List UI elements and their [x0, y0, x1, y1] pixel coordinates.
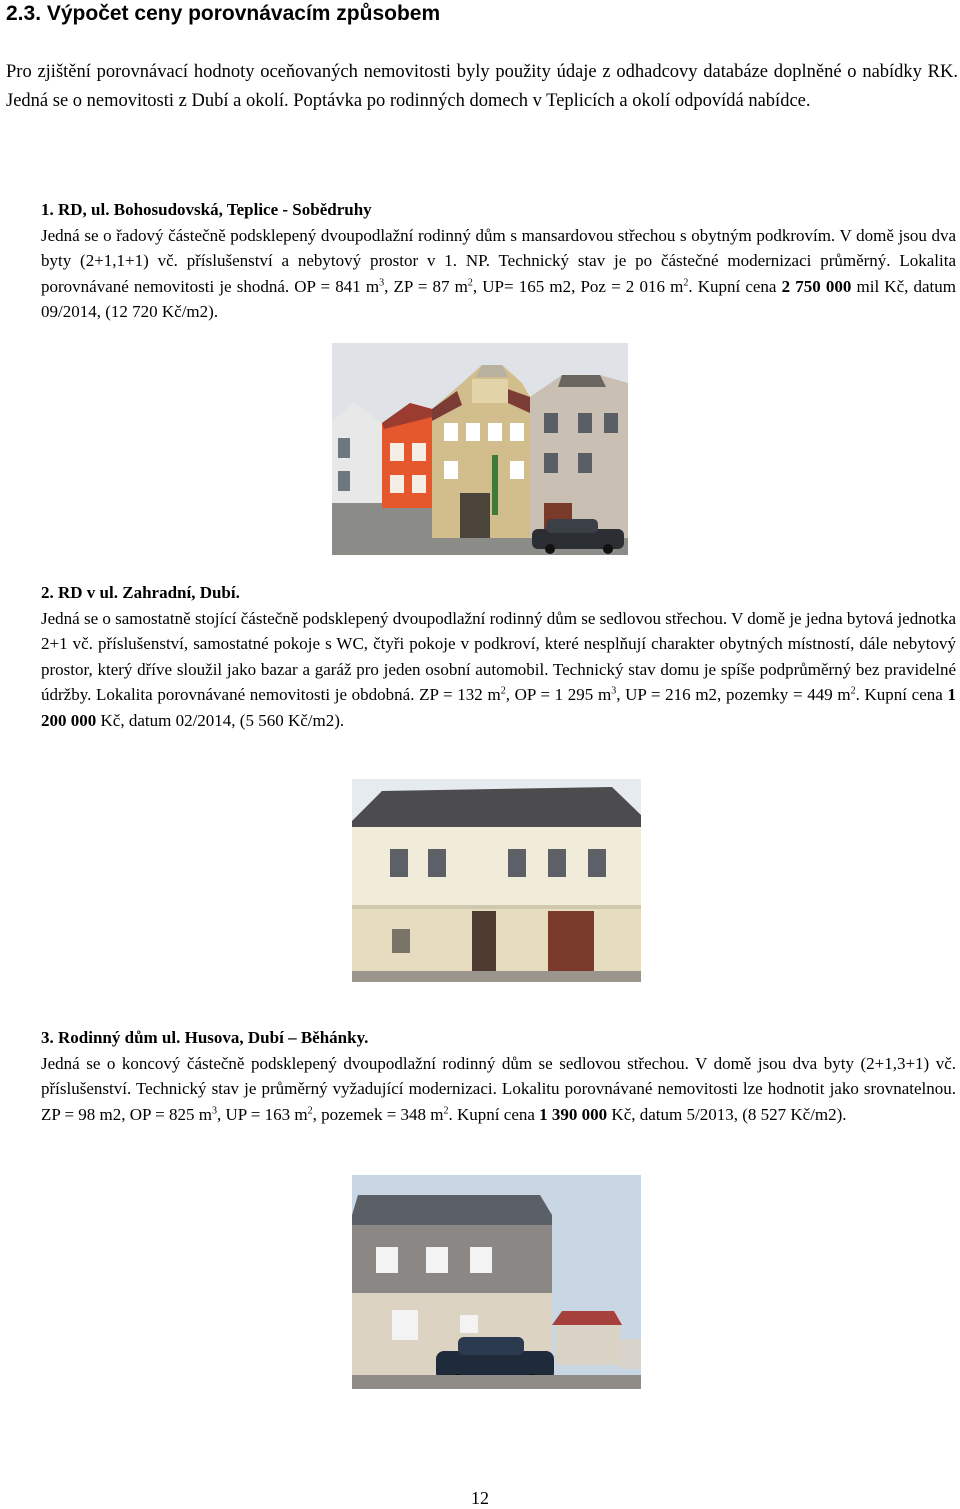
property-1-text: , UP= 165 m2, Poz = 2 016 m — [472, 276, 684, 296]
property-2-sup: 2 — [850, 685, 856, 697]
property-1-text: mil Kč, datum 09/2014, (12 720 Kč/m2). — [41, 276, 957, 321]
property-3-sup: 3 — [211, 1104, 217, 1116]
property-1-text: . Kupní cena — [688, 276, 782, 296]
property-1-title: 1. RD, ul. Bohosudovská, Teplice - Sobědruhy — [41, 200, 372, 219]
property-2-text: Kč, datum 02/2014, (5 560 Kč/m2). — [96, 710, 345, 730]
section-heading: 2.3. Výpočet ceny porovnávacím způsobem — [6, 2, 441, 25]
intro-paragraph: Pro zjištění porovnávací hodnoty oceňovaných nemovitosti byly použity údaje z odhadcovy databáze doplněné o nabídky RK. Jedná se o nemovitosti z Dubí a okolí. Poptávka po rodinných domech v Teplicích a okolí odpovídá nabídce. — [6, 62, 958, 111]
property-2-price: 1 200 000 — [41, 685, 956, 730]
property-2-title: 2. RD v ul. Zahradní, Dubí. — [41, 583, 240, 602]
property-1-text: , ZP = 87 m — [384, 276, 468, 296]
property-1-description — [41, 197, 956, 325]
page-number: 12 — [471, 1488, 489, 1508]
property-3-text: Jedná se o koncový částečně podsklepený dvoupodlažní rodinný dům se sedlovou střechou. V domě jsou dva byty (2+1,3+1) vč. příslušenství. Technický stav je průměrný vyžadující modernizaci. Lokalitu porovnávané nemovitosti lze hodnotit jako srovnatelnou. ZP = 98 m2, OP = 825 m — [41, 1053, 956, 1124]
property-3-sup: 2 — [443, 1104, 449, 1116]
property-2-sup: 3 — [611, 685, 617, 697]
property-3-title: 3. Rodinný dům ul. Husova, Dubí – Běhánky. — [41, 1028, 369, 1047]
property-2-sup: 2 — [500, 685, 506, 697]
property-2-description — [41, 580, 956, 733]
property-1-sup: 2 — [683, 276, 689, 288]
property-3-price: 1 390 000 — [539, 1104, 608, 1124]
property-3-text: Kč, datum 5/2013, (8 527 Kč/m2). — [607, 1104, 847, 1124]
property-1-price: 2 750 000 — [781, 276, 852, 296]
property-3-text: , pozemek = 348 m — [312, 1104, 444, 1124]
property-1-sup: 3 — [379, 276, 385, 288]
property-3-text: , UP = 163 m — [216, 1104, 308, 1124]
property-3-description — [41, 1025, 956, 1127]
property-3-photo — [352, 1175, 641, 1389]
property-2-text: Jedná se o samostatně stojící částečně podsklepený dvoupodlažní rodinný dům se sedlovou střechou. V domě je jedna bytová jednotka 2+1 vč. příslušenství, samostatné pokoje s WC, čtyři pokoje v podkroví, které nesplňují charakter obytných místností, dále nebytový prostor, který dříve sloužil jako bazar a garáž pro jeden osobní automobil. Technický stav domu je spíše podprůměrný bez pravidelné údržby. Lokalita porovnávané nemovitosti je obdobná. ZP = 132 m — [41, 608, 956, 704]
property-3-sup: 2 — [307, 1104, 313, 1116]
property-1-sup: 2 — [467, 276, 473, 288]
property-2-text: , OP = 1 295 m — [505, 685, 612, 704]
property-2-photo — [352, 779, 641, 982]
property-3-text: . Kupní cena — [448, 1104, 540, 1124]
property-1-photo — [332, 343, 628, 555]
property-1-text: Jedná se o řadový částečně podsklepený dvoupodlažní rodinný dům s mansardovou střechou s obytným podkrovím. V domě jsou dva byty (2+1,1+1) vč. příslušenství a nebytový prostor v 1. NP. Technický stav je po částečné modernizaci průměrný. Lokalita porovnávané nemovitosti je shodná. OP = 841 m — [41, 225, 956, 296]
property-2-text: . Kupní cena — [855, 685, 948, 704]
property-2-text: , UP = 216 m2, pozemky = 449 m — [616, 685, 851, 704]
